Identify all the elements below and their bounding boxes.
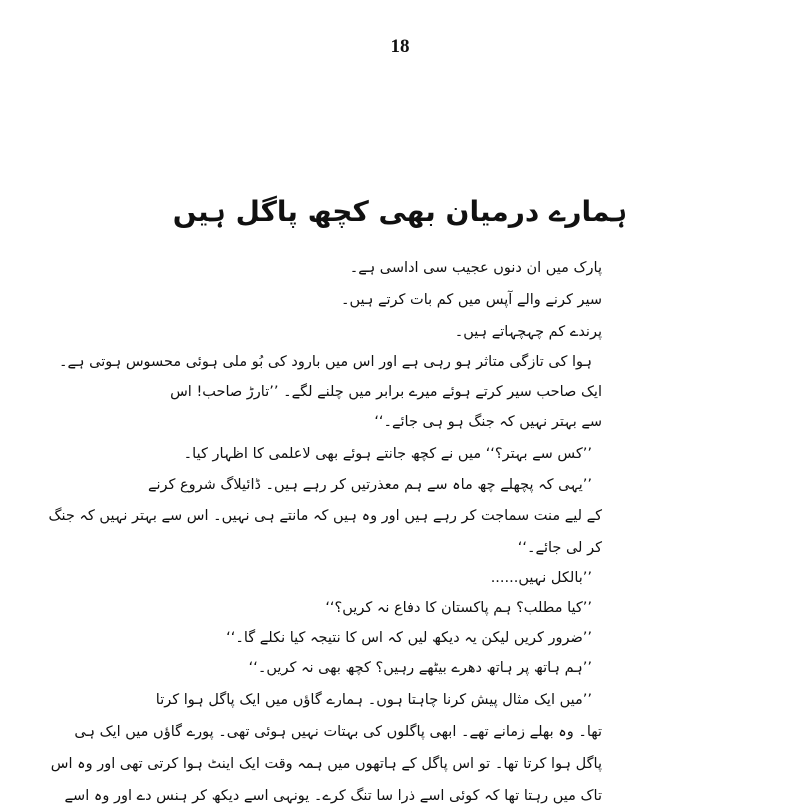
text-line: پارک میں ان دنوں عجیب سی اداسی ہے۔ xyxy=(349,260,602,276)
chapter-title: ہمارے درمیان بھی کچھ پاگل ہیں xyxy=(172,195,628,228)
text-line: کر لی جائے۔‘‘ xyxy=(517,540,602,556)
text-line: کے لیے منت سماجت کر رہے ہیں اور وہ ہیں کہ مانتے ہی نہیں۔ اس سے بہتر نہیں کہ جنگ xyxy=(48,508,602,524)
text-line: ’’میں ایک مثال پیش کرنا چاہتا ہوں۔ ہمارے گاؤں میں ایک پاگل ہوا کرتا xyxy=(155,692,592,708)
text-line: پرندے کم چہچہاتے ہیں۔ xyxy=(454,324,602,340)
text-line: ’’کس سے بہتر؟‘‘ میں نے کچھ جانتے ہوئے بھی لاعلمی کا اظہار کیا۔ xyxy=(183,446,592,462)
text-line: سیر کرنے والے آپس میں کم بات کرتے ہیں۔ xyxy=(340,292,602,308)
text-line: ایک صاحب سیر کرتے ہوئے میرے برابر میں چلنے لگے۔ ’’تارڑ صاحب! اس xyxy=(170,384,602,400)
text-line: ’’ہم ہاتھ پر ہاتھ دھرے بیٹھے رہیں؟ کچھ بھی نہ کریں۔‘‘ xyxy=(248,660,592,676)
page-number: 18 xyxy=(390,36,410,57)
text-line: تھا۔ وہ بھلے زمانے تھے۔ ابھی پاگلوں کی بہتات نہیں ہوئی تھی۔ پورے گاؤں میں ایک ہی xyxy=(74,724,602,740)
text-line: تاک میں رہتا تھا کہ کوئی اسے ذرا سا تنگ کرے۔ یونہی اسے دیکھ کر ہنس دے اور وہ اسے xyxy=(64,788,602,804)
text-line: ’’بالکل نہیں...... xyxy=(490,570,592,586)
text-line: پاگل ہوا کرتا تھا۔ تو اس پاگل کے ہاتھوں میں ہمہ وقت ایک اینٹ ہوا کرتی تھی اور وہ اس xyxy=(50,756,602,772)
text-line: ’’یہی کہ پچھلے چھ ماہ سے ہم معذرتیں کر رہے ہیں۔ ڈائیلاگ شروع کرنے xyxy=(147,477,592,493)
text-line: ’’کیا مطلب؟ ہم پاکستان کا دفاع نہ کریں؟‘‘ xyxy=(325,600,592,616)
text-line: ’’ضرور کریں لیکن یہ دیکھ لیں کہ اس کا نتیجہ کیا نکلے گا۔‘‘ xyxy=(226,630,592,646)
text-line: سے بہتر نہیں کہ جنگ ہو ہی جائے۔‘‘ xyxy=(374,414,602,430)
text-line: ہوا کی تازگی متاثر ہو رہی ہے اور اس میں بارود کی بُو ملی ہوئی محسوس ہوتی ہے۔ xyxy=(59,354,592,370)
